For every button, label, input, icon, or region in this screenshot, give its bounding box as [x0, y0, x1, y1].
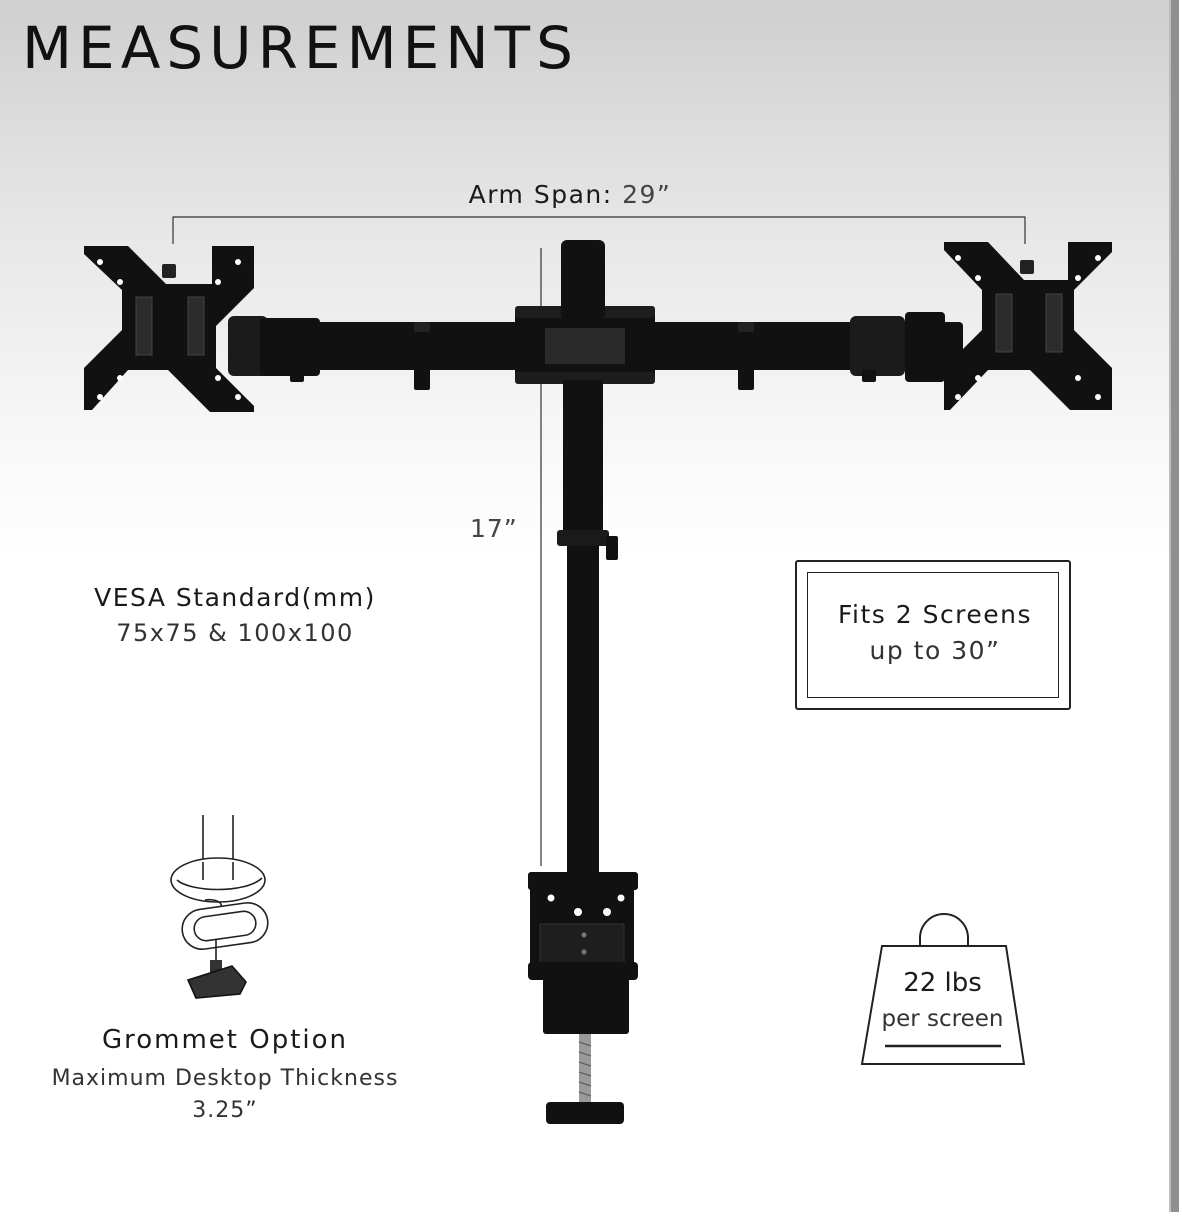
page-title: MEASUREMENTS [22, 14, 579, 82]
vesa-sizes: 75x75 & 100x100 [116, 619, 354, 647]
grommet-title: Grommet Option [101, 1025, 349, 1055]
weight-value: 22 lbs [903, 968, 982, 998]
arm-span-label [420, 180, 720, 209]
grommet-illustration [171, 815, 270, 998]
height-value: 17” [470, 514, 518, 543]
arm-span-value: 29” [622, 180, 672, 209]
arm-span-dimension-line [173, 217, 1025, 244]
grommet-subtitle: Maximum Desktop Thickness [51, 1066, 399, 1091]
arm-span-label-text: Arm Span: [468, 180, 613, 209]
weight-unit: per screen [881, 1006, 1004, 1032]
grommet-thickness: 3.25” [192, 1098, 258, 1123]
screens-count: Fits 2 Screens [837, 600, 1033, 629]
screens-box-inner [807, 572, 1059, 698]
vesa-title: VESA Standard(mm) [94, 583, 376, 612]
screens-box [795, 560, 1071, 710]
screens-size: up to 30” [869, 636, 1001, 665]
right-vesa-plate [944, 242, 1112, 410]
desk-clamp [528, 872, 638, 1124]
